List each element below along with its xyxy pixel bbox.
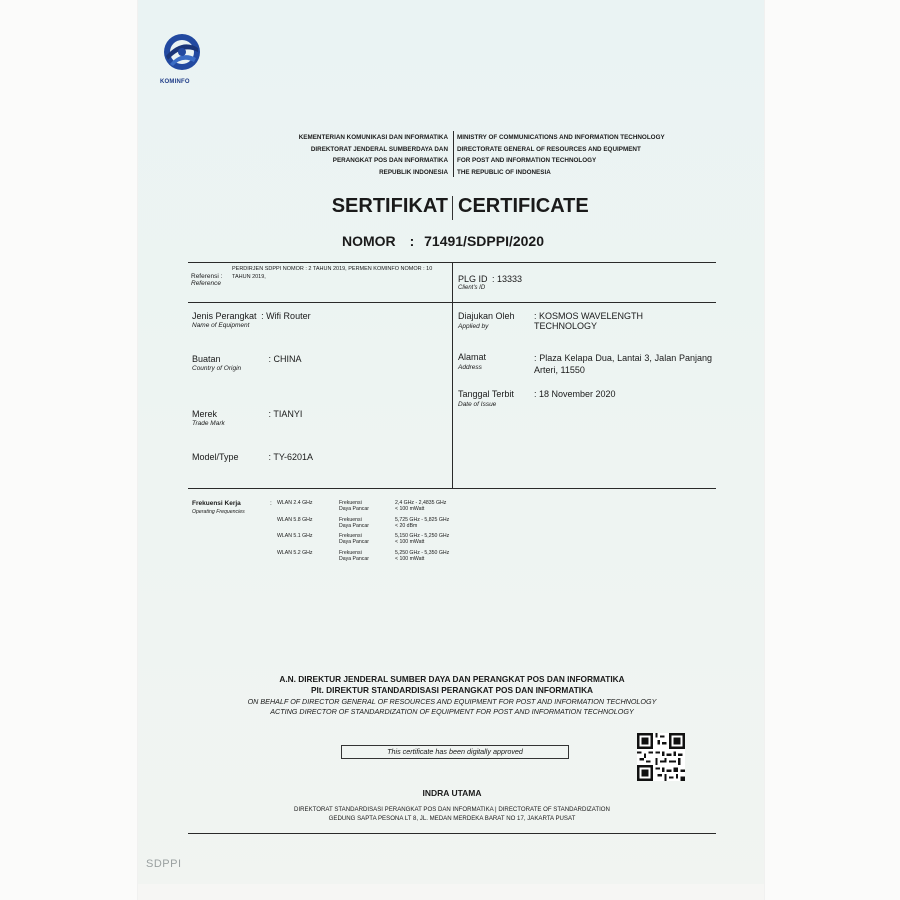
signer-name: INDRA UTAMA — [422, 788, 482, 798]
footer-rule — [188, 833, 716, 834]
reference-label — [191, 273, 222, 287]
freq-val: 5,250 GHz - 5,350 GHz — [395, 550, 450, 556]
title-left: SERTIFIKAT — [331, 195, 448, 217]
signature-line-3: ON BEHALF OF DIRECTOR GENERAL OF RESOURCES AND EQUIPMENT FOR POST AND INFORMATION TECHNOLOGY — [247, 697, 657, 706]
freq-val: < 20 dBm — [395, 523, 418, 529]
frequency-sep: : — [270, 500, 272, 507]
org-en-block — [457, 132, 697, 178]
org-en-line: DIRECTORATE GENERAL OF RESOURCES AND EQUIPMENT — [457, 145, 641, 153]
signature-line-2: Plt. DIREKTUR STANDARDISASI PERANGKAT POS DAN INFORMATIKA — [310, 685, 594, 695]
freq-val: 5,150 GHz - 5,250 GHz — [395, 533, 450, 539]
signature-line-4: ACTING DIRECTOR OF STANDARDIZATION OF EQUIPMENT FOR POST AND INFORMATION TECHNOLOGY — [270, 707, 634, 716]
table-center-line — [452, 262, 453, 488]
org-en-line: MINISTRY OF COMMUNICATIONS AND INFORMATION TECHNOLOGY — [457, 134, 665, 141]
reference-label-en: Reference — [191, 280, 221, 287]
freq-val: < 100 mWatt — [395, 506, 425, 512]
origin-row — [192, 354, 392, 372]
org-id-line: REPUBLIK INDONESIA — [379, 168, 448, 176]
freq-key: Daya Pancar — [339, 556, 369, 562]
freq-val: < 100 mWatt — [395, 556, 425, 562]
freq-val: < 100 mWatt — [395, 539, 425, 545]
applicant-label-en: Applied by — [458, 323, 489, 330]
title-divider — [452, 196, 453, 220]
digital-approval-text: This certificate has been digitally approved — [387, 747, 523, 756]
origin-value: : CHINA — [268, 354, 302, 364]
reference-value: PERDIRJEN SDPPI NOMOR : 2 TAHUN 2019, PERMEN KOMINFO NOMOR : 10 TAHUN 2019, — [232, 266, 433, 280]
freq-key: Daya Pancar — [339, 523, 369, 529]
freq-key: Daya Pancar — [339, 539, 369, 545]
title-right: CERTIFICATE — [458, 195, 589, 217]
trademark-value: : TIANYI — [268, 409, 303, 419]
right-margin — [764, 0, 900, 900]
freq-key: Frekuensi — [339, 500, 362, 506]
paper-bottom-edge — [138, 884, 764, 900]
equipment-name-value: : Wifi Router — [261, 311, 311, 321]
band-name: WLAN 5.1 GHz — [277, 533, 313, 539]
freq-val: 5,725 GHz - 5,825 GHz — [395, 517, 450, 523]
address-label: Alamat — [458, 352, 487, 362]
client-id — [458, 274, 522, 291]
kominfo-logo-icon — [160, 30, 204, 74]
equipment-name-label: Jenis Perangkat — [192, 311, 257, 321]
org-id-line: KEMENTERIAN KOMUNIKASI DAN INFORMATIKA — [298, 134, 448, 141]
sdppi-watermark: SDPPI — [146, 858, 182, 870]
trademark-row — [192, 409, 392, 427]
address-label-en: Address — [458, 364, 482, 371]
frequency-label-en: Operating Frequencies — [192, 509, 245, 515]
origin-label-en: Country of Origin — [192, 365, 242, 372]
table-bottom-line — [188, 488, 716, 489]
model-value: : TY-6201A — [268, 452, 314, 462]
freq-key: Frekuensi — [339, 517, 362, 523]
client-id-label: PLG ID — [458, 274, 488, 284]
nomor-label: NOMOR — [342, 233, 396, 249]
signature-line-1: A.N. DIREKTUR JENDERAL SUMBER DAYA DAN PERANGKAT POS DAN INFORMATIKA — [279, 674, 625, 684]
nomor-sep: : — [409, 233, 415, 249]
band-name: WLAN 5.8 GHz — [277, 517, 313, 523]
org-en-line: THE REPUBLIC OF INDONESIA — [457, 168, 551, 176]
frequency-label — [192, 500, 245, 516]
trademark-label: Merek — [192, 409, 218, 419]
equipment-name-label-en: Name of Equipment — [192, 322, 250, 329]
issue-date-value: : 18 November 2020 — [534, 389, 616, 399]
reference-label-id: Referensi : — [191, 273, 223, 280]
freq-val: 2,4 GHz - 2,4835 GHz — [395, 500, 447, 506]
band-name: WLAN 2.4 GHz — [277, 500, 313, 506]
qr-code-icon — [637, 733, 685, 781]
origin-label: Buatan — [192, 354, 221, 364]
client-id-label-en: Client's ID — [458, 285, 486, 291]
left-margin — [0, 0, 138, 900]
equipment-name-row — [192, 311, 311, 329]
address-value: : Plaza Kelapa Dua, Lantai 3, Jalan Panjang Arteri, 11550 — [534, 353, 712, 375]
applicant-value: : KOSMOS WAVELENGTH TECHNOLOGY — [534, 311, 644, 331]
footer-line-2: GEDUNG SAPTA PESONA LT 8, JL. MEDAN MERDEKA BARAT NO 17, JAKARTA PUSAT — [328, 815, 576, 822]
logo-text: KOMINFO — [160, 79, 190, 85]
header-divider — [453, 131, 454, 177]
model-label: Model/Type — [192, 452, 239, 462]
org-en-line: FOR POST AND INFORMATION TECHNOLOGY — [457, 157, 597, 164]
trademark-label-en: Trade Mark — [192, 420, 225, 427]
digital-approval-box — [341, 745, 569, 759]
frequency-label-id: Frekuensi Kerja — [192, 500, 241, 507]
org-id-line: PERANGKAT POS DAN INFORMATIKA — [332, 157, 448, 164]
band-name: WLAN 5.2 GHz — [277, 550, 313, 556]
freq-key: Frekuensi — [339, 533, 362, 539]
applicant-label: Diajukan Oleh — [458, 311, 515, 321]
org-id-line: DIREKTORAT JENDERAL SUMBERDAYA DAN — [310, 145, 448, 153]
certificate-number — [342, 233, 544, 249]
nomor-value: 71491/SDPPI/2020 — [424, 233, 544, 249]
freq-key: Frekuensi — [339, 550, 362, 556]
qr-code[interactable] — [637, 733, 685, 781]
issue-date-label: Tanggal Terbit — [458, 389, 514, 399]
issue-date-label-en: Date of Issue — [458, 401, 497, 408]
footer-line-1: DIREKTORAT STANDARDISASI PERANGKAT POS DAN INFORMATIKA | DIRECTORATE OF STANDARDIZATION — [294, 806, 610, 813]
freq-key: Daya Pancar — [339, 506, 369, 512]
client-id-value: : 13333 — [492, 274, 523, 284]
kominfo-logo — [160, 30, 204, 86]
org-id-block — [260, 132, 448, 178]
model-row — [192, 452, 392, 462]
